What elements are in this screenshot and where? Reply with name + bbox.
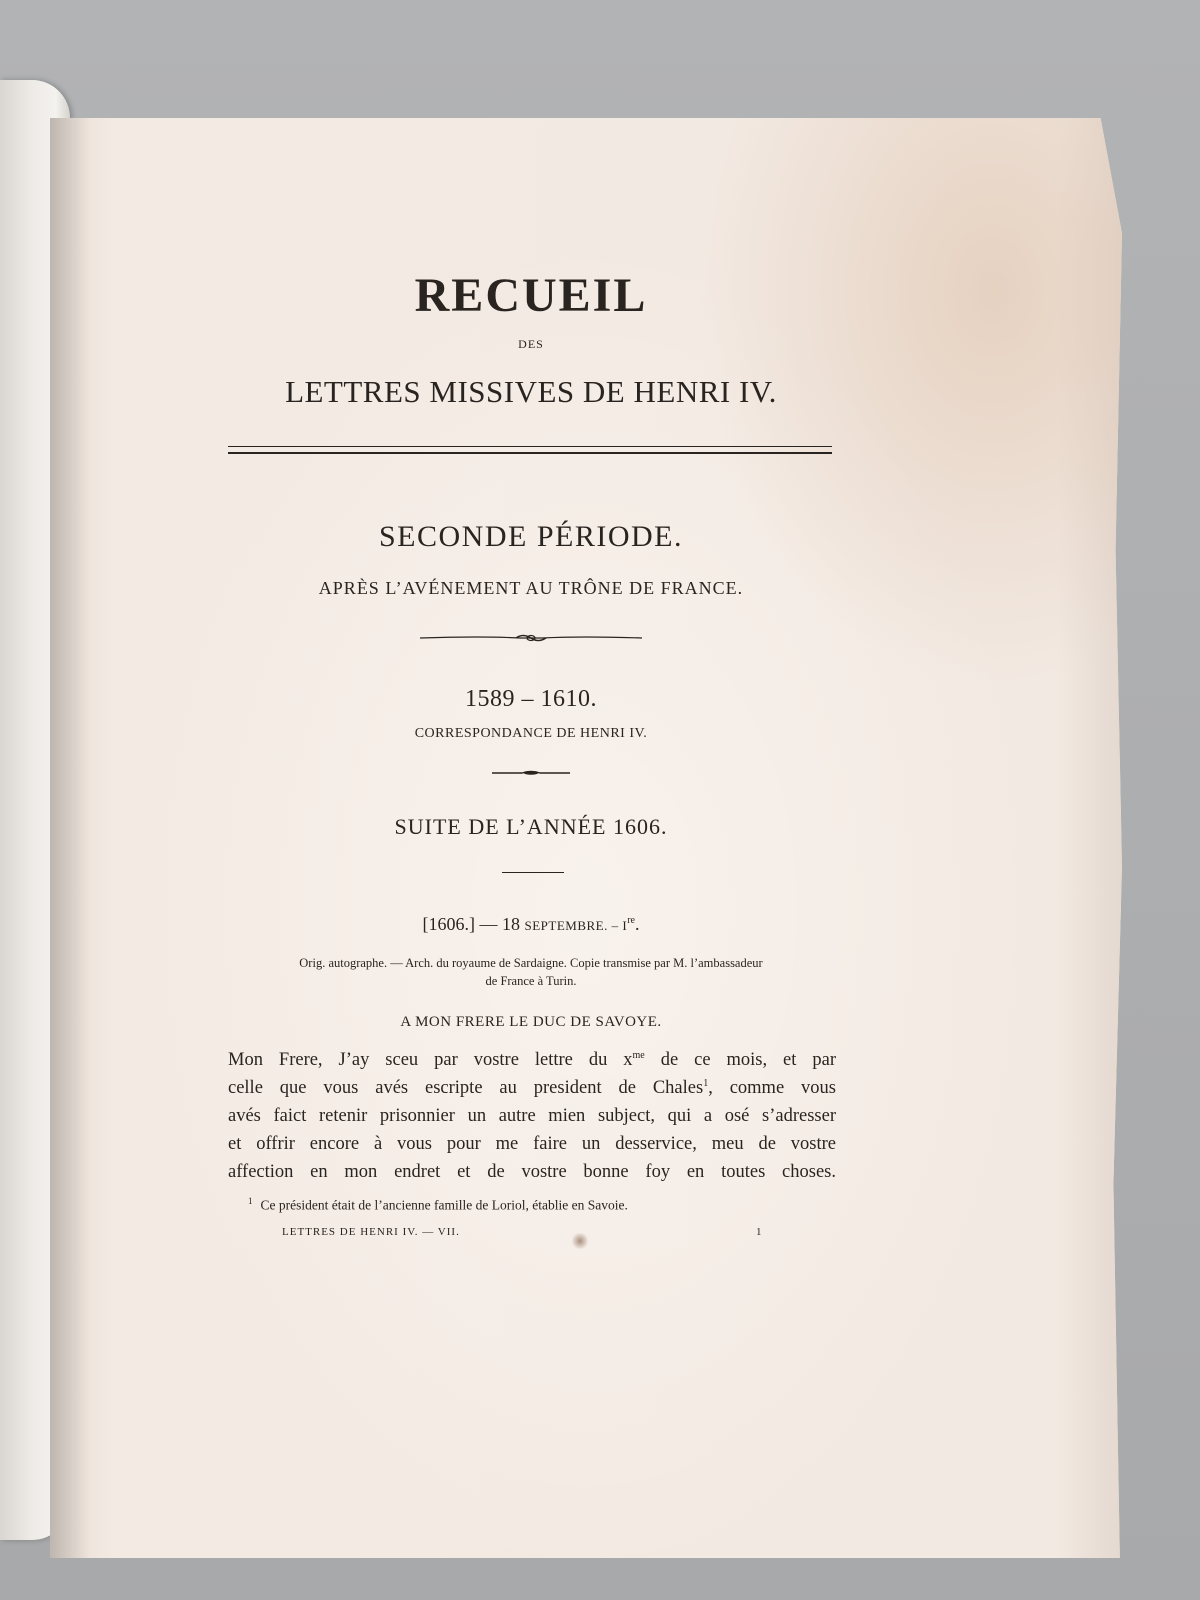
foxing-stain [572,1232,588,1250]
body-superscript: me [632,1049,645,1061]
dateline-end: . [635,914,640,934]
footnote [248,1196,848,1214]
body-text: celle que vous avés escripte au president de Chales [228,1078,704,1098]
dateline-month: SEPTEMBRE. – I [524,918,628,933]
footnote-marker: 1 [248,1196,253,1206]
period-heading: SECONDE PÉRIODE. [378,520,683,553]
year-section-heading: SUITE DE L’ANNÉE 1606. [394,814,668,839]
page-number: 1 [756,1226,762,1238]
body-line: avés faict retenir prisonnier un autre mien subject, qui a osé s’adresser [228,1106,836,1126]
title-connector: DES [518,337,544,351]
letter-source [226,954,836,990]
page-title: RECUEIL [414,269,648,322]
dateline-ordinal: re [627,915,635,926]
body-line [228,1046,836,1074]
letter-body [228,1046,836,1186]
running-footer: LETTRES DE HENRI IV. — VII. [282,1226,460,1238]
ornament-rule [420,632,642,644]
page-subtitle: LETTRES MISSIVES DE HENRI IV. [285,374,777,409]
body-line: affection en mon endret et de vostre bonne foy en toutes choses. [228,1162,836,1182]
letter-dateline [226,914,836,935]
dateline-year: [1606.] — 18 [422,914,525,934]
footnote-reference: 1 [703,1077,709,1089]
body-text: Mon Frere, J’ay sceu par vostre lettre du x [228,1050,633,1070]
body-line: et offrir encore à vous pour me faire un desservice, meu de vostre [228,1134,836,1154]
body-text: , comme vous [708,1078,836,1098]
years-heading: 1589 – 1610. [465,686,597,712]
gutter-shadow [50,118,90,1558]
body-text: de ce mois, et par [644,1050,836,1070]
short-ornament-rule [492,770,570,776]
mini-rule [502,872,564,873]
double-rule [228,446,832,454]
body-line [228,1074,836,1102]
footnote-text: Ce président était de l’ancienne famille de Loriol, établie en Savoie. [260,1197,628,1213]
letter-addressee: A MON FRERE LE DUC DE SAVOYE. [400,1014,662,1030]
source-line: de France à Turin. [485,974,577,988]
source-line: Orig. autographe. — Arch. du royaume de Sardaigne. Copie transmise par M. l’ambassadeur [299,956,763,970]
correspondance-heading: CORRESPONDANCE DE HENRI IV. [414,726,648,741]
period-subheading: APRÈS L’AVÉNEMENT AU TRÔNE DE FRANCE. [318,578,744,598]
